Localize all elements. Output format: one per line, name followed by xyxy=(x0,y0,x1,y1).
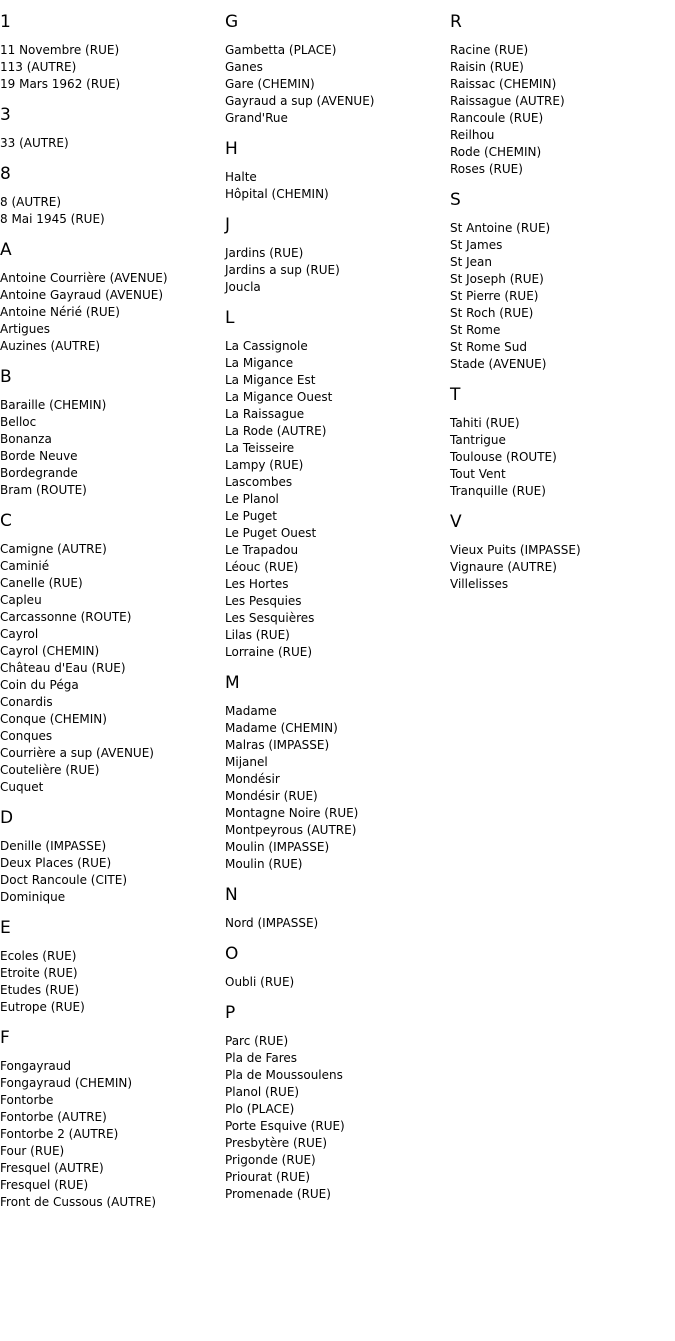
letter-heading: O xyxy=(225,944,239,964)
letter-group xyxy=(225,308,449,661)
letter-heading: R xyxy=(450,12,462,32)
street-item[interactable]: Deux Places (RUE) xyxy=(0,856,112,870)
street-item[interactable]: Racine (RUE) xyxy=(450,43,529,57)
letter-heading: P xyxy=(225,1003,236,1023)
street-item[interactable]: Jardins a sup (RUE) xyxy=(225,263,340,277)
letter-heading: A xyxy=(0,240,12,260)
street-item[interactable]: Carcassonne (ROUTE) xyxy=(0,610,132,624)
street-item[interactable]: Madame xyxy=(225,704,277,718)
letter-group xyxy=(225,215,449,296)
street-list xyxy=(0,541,224,796)
letter-group xyxy=(0,1028,224,1211)
street-list xyxy=(225,338,449,661)
index-column-1 xyxy=(0,0,224,1223)
street-list xyxy=(450,415,674,500)
street-item[interactable]: Lascombes xyxy=(225,475,293,489)
street-item[interactable]: Cayrol xyxy=(0,627,39,641)
street-item[interactable]: Moulin (IMPASSE) xyxy=(225,840,330,854)
street-item[interactable]: Etudes (RUE) xyxy=(0,983,80,997)
street-item[interactable]: Rancoule (RUE) xyxy=(450,111,544,125)
letter-heading: S xyxy=(450,190,461,210)
street-item[interactable]: Léouc (RUE) xyxy=(225,560,299,574)
street-item[interactable]: St Joseph (RUE) xyxy=(450,272,544,286)
street-item[interactable]: Antoine Gayraud (AVENUE) xyxy=(0,288,164,302)
street-item[interactable]: Moulin (RUE) xyxy=(225,857,303,871)
street-item[interactable]: Lampy (RUE) xyxy=(225,458,304,472)
street-item[interactable]: Le Puget xyxy=(225,509,278,523)
street-item[interactable]: Raissac (CHEMIN) xyxy=(450,77,557,91)
street-item[interactable]: Courrière a sup (AVENUE) xyxy=(0,746,154,760)
street-item[interactable]: Grand'Rue xyxy=(225,111,288,125)
street-item[interactable]: La Rode (AUTRE) xyxy=(225,424,327,438)
street-item[interactable]: Promenade (RUE) xyxy=(225,1187,331,1201)
street-list xyxy=(0,135,224,152)
street-item[interactable]: Fontorbe 2 (AUTRE) xyxy=(0,1127,119,1141)
street-item[interactable]: Fontorbe (AUTRE) xyxy=(0,1110,107,1124)
letter-group xyxy=(225,1003,449,1203)
street-item[interactable]: Roses (RUE) xyxy=(450,162,523,176)
street-item[interactable]: Raisin (RUE) xyxy=(450,60,524,74)
letter-group xyxy=(225,673,449,873)
street-item[interactable]: St James xyxy=(450,238,503,252)
letter-heading: B xyxy=(0,367,12,387)
street-item[interactable]: Montpeyrous (AUTRE) xyxy=(225,823,357,837)
street-list xyxy=(450,42,674,178)
letter-group xyxy=(0,105,224,152)
street-item[interactable]: La Teisseire xyxy=(225,441,295,455)
street-item[interactable]: Bordegrande xyxy=(0,466,78,480)
street-item[interactable]: St Rome Sud xyxy=(450,340,528,354)
street-item[interactable]: Baraille (CHEMIN) xyxy=(0,398,107,412)
street-item[interactable]: Le Planol xyxy=(225,492,279,506)
street-item[interactable]: Rode (CHEMIN) xyxy=(450,145,542,159)
letter-heading: E xyxy=(0,918,11,938)
street-item[interactable]: Mijanel xyxy=(225,755,268,769)
street-item[interactable]: Auzines (AUTRE) xyxy=(0,339,101,353)
street-item[interactable]: Gayraud a sup (AVENUE) xyxy=(225,94,375,108)
street-item[interactable]: La Raissague xyxy=(225,407,305,421)
street-item[interactable]: 33 (AUTRE) xyxy=(0,136,69,150)
street-item[interactable]: Coin du Péga xyxy=(0,678,79,692)
street-item[interactable]: Denille (IMPASSE) xyxy=(0,839,107,853)
street-item[interactable]: Bram (ROUTE) xyxy=(0,483,87,497)
street-item[interactable]: Fongayraud xyxy=(0,1059,72,1073)
street-item[interactable]: La Cassignole xyxy=(225,339,308,353)
letter-group xyxy=(0,240,224,355)
street-item[interactable]: Tahiti (RUE) xyxy=(450,416,520,430)
street-item[interactable]: Conque (CHEMIN) xyxy=(0,712,107,726)
street-item[interactable]: Tranquille (RUE) xyxy=(450,484,546,498)
street-item[interactable]: Le Puget Ouest xyxy=(225,526,317,540)
street-item[interactable]: St Jean xyxy=(450,255,493,269)
street-item[interactable]: Priourat (RUE) xyxy=(225,1170,311,1184)
street-item[interactable]: Camigne (AUTRE) xyxy=(0,542,107,556)
street-item[interactable]: Plo (PLACE) xyxy=(225,1102,295,1116)
street-item[interactable]: Les Sesquières xyxy=(225,611,315,625)
street-item[interactable]: Montagne Noire (RUE) xyxy=(225,806,359,820)
street-list xyxy=(225,1033,449,1203)
letter-group xyxy=(0,164,224,228)
street-item[interactable]: Nord (IMPASSE) xyxy=(225,916,319,930)
street-item[interactable]: 8 Mai 1945 (RUE) xyxy=(0,212,105,226)
letter-group xyxy=(0,918,224,1016)
street-list xyxy=(0,397,224,499)
street-item[interactable]: 113 (AUTRE) xyxy=(0,60,77,74)
street-item[interactable]: Vignaure (AUTRE) xyxy=(450,560,557,574)
street-list xyxy=(0,948,224,1016)
street-item[interactable]: St Antoine (RUE) xyxy=(450,221,551,235)
street-item[interactable]: Stade (AVENUE) xyxy=(450,357,547,371)
street-item[interactable]: Pla de Moussoulens xyxy=(225,1068,343,1082)
letter-heading: F xyxy=(0,1028,10,1048)
street-item[interactable]: Tout Vent xyxy=(450,467,506,481)
letter-group xyxy=(450,190,674,373)
street-list xyxy=(0,838,224,906)
street-item[interactable]: Antoine Courrière (AVENUE) xyxy=(0,271,168,285)
street-list xyxy=(450,220,674,373)
street-item[interactable]: Jardins (RUE) xyxy=(225,246,304,260)
street-item[interactable]: Capleu xyxy=(0,593,42,607)
letter-heading: N xyxy=(225,885,238,905)
letter-heading: C xyxy=(0,511,12,531)
street-item[interactable]: Front de Cussous (AUTRE) xyxy=(0,1195,157,1209)
street-list xyxy=(0,1058,224,1211)
street-list xyxy=(0,270,224,355)
letter-heading: D xyxy=(0,808,14,828)
street-item[interactable]: St Roch (RUE) xyxy=(450,306,534,320)
street-item[interactable]: Borde Neuve xyxy=(0,449,78,463)
street-item[interactable]: Raissague (AUTRE) xyxy=(450,94,565,108)
street-item[interactable]: Ganes xyxy=(225,60,263,74)
letter-group xyxy=(225,944,449,991)
street-item[interactable]: Reilhou xyxy=(450,128,495,142)
street-item[interactable]: Fresquel (AUTRE) xyxy=(0,1161,104,1175)
street-item[interactable]: Tantrigue xyxy=(450,433,506,447)
street-list xyxy=(225,245,449,296)
street-item[interactable]: Pla de Fares xyxy=(225,1051,298,1065)
letter-heading: 8 xyxy=(0,164,11,184)
street-item[interactable]: Coutelière (RUE) xyxy=(0,763,100,777)
letter-heading: J xyxy=(225,215,231,235)
letter-group xyxy=(225,139,449,203)
street-list xyxy=(225,703,449,873)
street-item[interactable]: Bonanza xyxy=(0,432,52,446)
street-item[interactable]: Malras (IMPASSE) xyxy=(225,738,330,752)
street-item[interactable]: Conques xyxy=(0,729,53,743)
street-item[interactable]: Villelisses xyxy=(450,577,509,591)
letter-group xyxy=(225,885,449,932)
letter-heading: M xyxy=(225,673,240,693)
street-item[interactable]: Joucla xyxy=(225,280,261,294)
street-item[interactable]: Vieux Puits (IMPASSE) xyxy=(450,543,581,557)
letter-group xyxy=(0,511,224,796)
index-column-3 xyxy=(450,0,674,605)
street-item[interactable]: Gambetta (PLACE) xyxy=(225,43,337,57)
letter-group xyxy=(0,367,224,499)
street-item[interactable]: Madame (CHEMIN) xyxy=(225,721,338,735)
street-item[interactable]: Toulouse (ROUTE) xyxy=(450,450,557,464)
street-item[interactable]: Conardis xyxy=(0,695,53,709)
letter-heading: L xyxy=(225,308,235,328)
street-item[interactable]: Etroite (RUE) xyxy=(0,966,78,980)
letter-heading: H xyxy=(225,139,238,159)
street-item[interactable]: Belloc xyxy=(0,415,37,429)
letter-heading: G xyxy=(225,12,239,32)
street-list xyxy=(225,42,449,127)
street-item[interactable]: 19 Mars 1962 (RUE) xyxy=(0,77,121,91)
street-item[interactable]: Mondésir xyxy=(225,772,280,786)
letter-group xyxy=(0,808,224,906)
street-item[interactable]: La Migance Ouest xyxy=(225,390,333,404)
street-list xyxy=(450,542,674,593)
street-item[interactable]: Le Trapadou xyxy=(225,543,299,557)
street-item[interactable]: Cayrol (CHEMIN) xyxy=(0,644,100,658)
street-item[interactable]: Planol (RUE) xyxy=(225,1085,300,1099)
street-item[interactable]: Lilas (RUE) xyxy=(225,628,290,642)
index-column-2 xyxy=(225,0,449,1215)
street-item[interactable]: Cuquet xyxy=(0,780,44,794)
street-list xyxy=(225,974,449,991)
letter-group xyxy=(225,12,449,127)
street-item[interactable]: Château d'Eau (RUE) xyxy=(0,661,126,675)
street-item[interactable]: Lorraine (RUE) xyxy=(225,645,313,659)
street-item[interactable]: Halte xyxy=(225,170,257,184)
letter-group xyxy=(450,385,674,500)
street-item[interactable]: Fontorbe xyxy=(0,1093,54,1107)
street-item[interactable]: Fresquel (RUE) xyxy=(0,1178,89,1192)
street-item[interactable]: Fongayraud (CHEMIN) xyxy=(0,1076,133,1090)
street-item[interactable]: 11 Novembre (RUE) xyxy=(0,43,120,57)
street-list xyxy=(225,169,449,203)
street-item[interactable]: Prigonde (RUE) xyxy=(225,1153,316,1167)
street-list xyxy=(0,42,224,93)
street-item[interactable]: Doct Rancoule (CITE) xyxy=(0,873,128,887)
street-item[interactable]: Artigues xyxy=(0,322,51,336)
street-item[interactable]: La Migance xyxy=(225,356,294,370)
street-item[interactable]: Canelle (RUE) xyxy=(0,576,83,590)
letter-heading: 3 xyxy=(0,105,11,125)
street-item[interactable]: St Pierre (RUE) xyxy=(450,289,539,303)
street-item[interactable]: Ecoles (RUE) xyxy=(0,949,77,963)
letter-group xyxy=(450,512,674,593)
street-list xyxy=(0,194,224,228)
street-item[interactable]: Parc (RUE) xyxy=(225,1034,289,1048)
street-item[interactable]: Four (RUE) xyxy=(0,1144,65,1158)
street-item[interactable]: Les Pesquies xyxy=(225,594,302,608)
street-item[interactable]: La Migance Est xyxy=(225,373,316,387)
street-item[interactable]: Hôpital (CHEMIN) xyxy=(225,187,329,201)
street-item[interactable]: Porte Esquive (RUE) xyxy=(225,1119,345,1133)
street-item[interactable]: Antoine Nérié (RUE) xyxy=(0,305,120,319)
street-item[interactable]: Eutrope (RUE) xyxy=(0,1000,85,1014)
street-item[interactable]: Dominique xyxy=(0,890,66,904)
street-item[interactable]: Oubli (RUE) xyxy=(225,975,295,989)
street-item[interactable]: Gare (CHEMIN) xyxy=(225,77,315,91)
street-item[interactable]: Presbytère (RUE) xyxy=(225,1136,328,1150)
street-list xyxy=(225,915,449,932)
letter-heading: V xyxy=(450,512,462,532)
street-item[interactable]: St Rome xyxy=(450,323,501,337)
letter-group xyxy=(0,12,224,93)
street-item[interactable]: Caminié xyxy=(0,559,50,573)
letter-heading: T xyxy=(450,385,461,405)
letter-heading: 1 xyxy=(0,12,11,32)
street-item[interactable]: 8 (AUTRE) xyxy=(0,195,62,209)
letter-group xyxy=(450,12,674,178)
street-item[interactable]: Les Hortes xyxy=(225,577,289,591)
street-item[interactable]: Mondésir (RUE) xyxy=(225,789,318,803)
